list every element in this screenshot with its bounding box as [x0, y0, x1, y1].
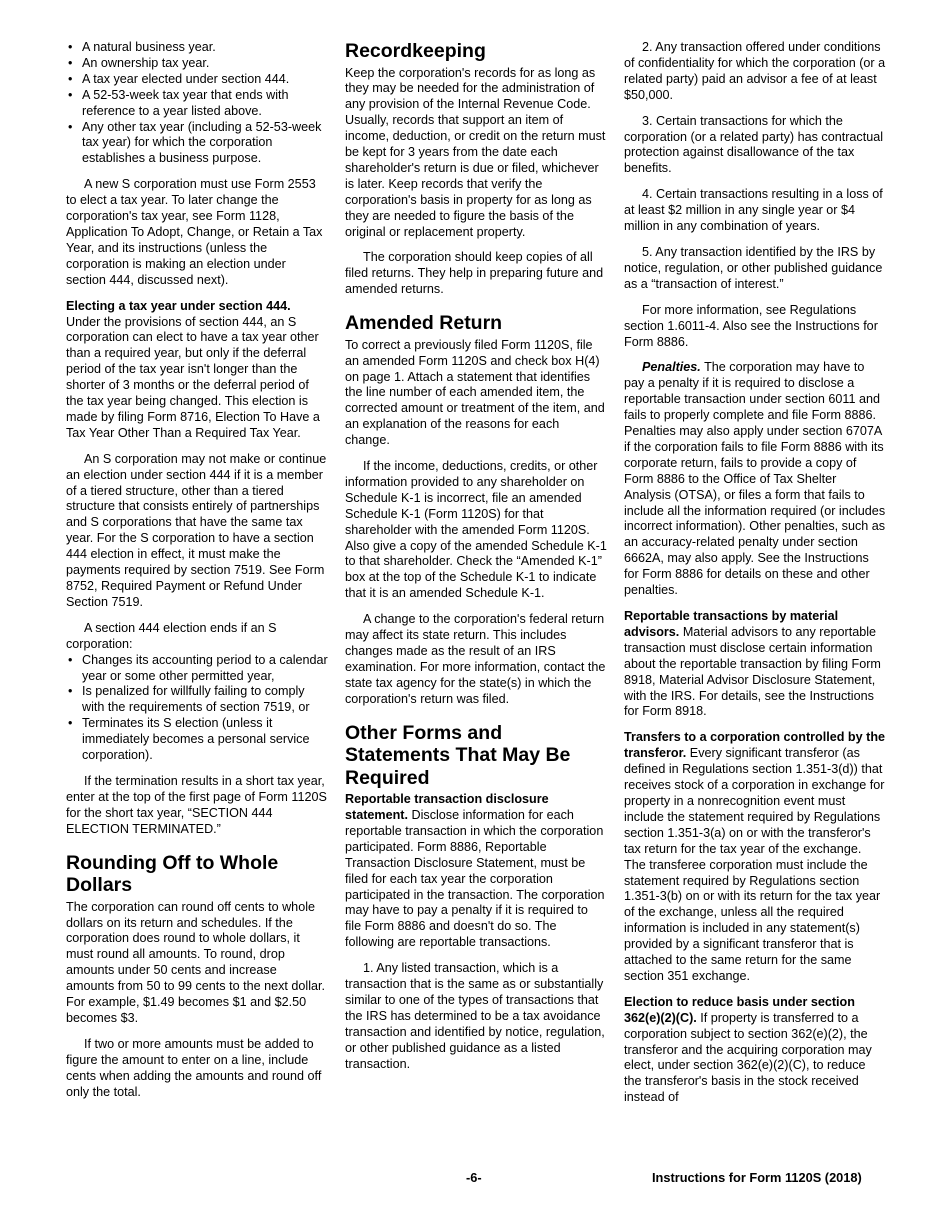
paragraph-item-3: 3. Certain transactions for which the corporation (or a related party) has contractual protection against disallowance of the tax benefits. — [624, 113, 884, 176]
list-item: • A natural business year. — [66, 40, 328, 56]
tax-year-bullets — [66, 40, 328, 167]
heading-amended-return: Amended Return — [345, 312, 503, 335]
paragraph-more-info: For more information, see Regulations section 1.6011-4. Also see the Instructions for Form 8886. — [624, 302, 878, 349]
paragraph-tiered-structure: An S corporation may not make or continue an election under section 444 if it is a member of a tiered structure, other than a tiered structure that consists entirely of partnerships and S corporations that have the same tax year. For the S corporation to have a section 444 election in effect, it must make the payments required by section 7519. See Form 8752, Required Payment or Refund Under Section 7519. — [66, 451, 327, 609]
paragraph-body: Material advisors to any reportable transaction must disclose certain information about the reportable transaction by filing Form 8918, Material Advisor Disclosure Statement, with the IRS. For details, see the Instructions for Form 8918. — [624, 624, 881, 719]
paragraph-item-5: 5. Any transaction identified by the IRS by notice, regulation, or other published guidance as a “transaction of interest.” — [624, 244, 883, 291]
run-in-heading: Reportable transactions by material advisors. — [624, 609, 839, 639]
paragraph-body: Under the provisions of section 444, an S corporation can elect to have a tax year other than a required year, but only if the deferral period of the tax year isn't longer than the shorter of 3 months or the deferral period of the tax year being changed. This election is made by filing Form 8716, Election To Have a Tax Year Other Than a Required Tax Year. — [66, 314, 320, 440]
paragraph-transfers — [624, 730, 886, 985]
paragraph-reportable-transaction — [345, 792, 607, 951]
paragraph-item-1: 1. Any listed transaction, which is a transaction that is the same as or substantially similar to one of the types of transactions that the IRS has determined to be a tax avoidance transaction and identified by notice, regulation, or other published guidance as a listed transaction. — [345, 961, 605, 1071]
paragraph-termination: If the termination results in a short tax year, enter at the top of the first page of Form 1120S for the short tax year, “SECTION 444 ELECTION TERMINATED.” — [66, 773, 327, 836]
paragraph-rounding-1: The corporation can round off cents to whole dollars on its return and schedules. If the corporation does round to whole dollars, it must round all amounts. To round, drop amounts under 50 cents and increase amounts from 50 to 99 cents to the next dollar. For example, $1.49 becomes $1 and $2.50 becomes $3. — [66, 899, 326, 1025]
paragraph-recordkeeping-1: Keep the corporation's records for as long as they may be needed for the administration of any provision of the Internal Revenue Code. Usually, records that support an item of income, deduction, or credit on the return must be kept for 3 years from the date each shareholder's return is due or filed, whichever is later. Keep records that verify the corporation's basis in property for as long as they are needed to figure the basis of the original or replacement property. — [345, 65, 606, 239]
column-3 — [624, 40, 886, 1116]
column-1 — [66, 40, 328, 1110]
list-item: • Terminates its S election (unless it immediately becomes a personal service corporation). — [66, 716, 328, 764]
paragraph-rounding-2: If two or more amounts must be added to figure the amount to enter on a line, include cents when adding the amounts and round off only the total. — [66, 1036, 322, 1099]
paragraph-item-2: 2. Any transaction offered under conditions of confidentiality for which the corporation (or a related party) paid an advisor a fee of at least $50,000. — [624, 40, 886, 102]
run-in-heading: Electing a tax year under section 444. — [66, 298, 291, 313]
run-in-heading: Penalties. — [642, 360, 701, 375]
paragraph-body: Every significant transferor (as defined in Regulations section 1.351-3(d)) that receives stock of a corporation in exchange for property in a nonrecognition event must include the statement required by Regulations section 1.351-3(a) on or with the transferor's tax return for the tax year of the exchange. The transferee corporation must include the statement required by Regulations section 1.351-3(b) on or with its return for the tax year of the exchange, unless all the required information is included in any statement(s) provided by a significant transferor that is attached to the same return for the same section 351 exchange. — [624, 746, 885, 983]
paragraph-body: The corporation may have to pay a penalty if it is required to disclose a reportable transaction under section 6011 and fails to properly complete and file Form 8886. Penalties may also apply under section 6707A if the corporation fails to file Form 8886 with its corporate return, fails to provide a copy of Form 8886 to the Office of Tax Shelter Analysis (OTSA), or files a form that fails to include all the information required (or includes incorrect information). Other penalties, such as an accuracy-related penalty under section 6662A, may also apply. See the Instructions for Form 8886 for details on these and other penalties. — [624, 360, 886, 598]
paragraph-recordkeeping-2: The corporation should keep copies of all filed returns. They help in preparing future and amended returns. — [345, 250, 604, 297]
list-item: • Any other tax year (including a 52-53-week tax year) for which the corporation establishes a business purpose. — [66, 120, 328, 168]
paragraph-new-s-corp: A new S corporation must use Form 2553 to elect a tax year. To later change the corporation's tax year, see Form 1128, Application To Adopt, Change, or Retain a Tax Year, and its instructions (unless the corporation is making an election under section 444, discussed next). — [66, 177, 323, 287]
run-in-heading: Election to reduce basis under section 362(e)(2)(C). — [624, 994, 855, 1025]
list-item: • Changes its accounting period to a calendar year or some other permitted year, — [66, 653, 328, 685]
paragraph-body: If property is transferred to a corporation subject to section 362(e)(2), the transferor and the acquiring corporation may elect, under section 362(e)(2)(C), to reduce the transferor's basis in the stock received instead of — [624, 1010, 872, 1105]
paragraph-election-ends: A section 444 election ends if an S corporation: — [66, 620, 277, 651]
footer-title: Instructions for Form 1120S (2018) — [652, 1170, 862, 1185]
run-in-heading: Transfers to a corporation controlled by the transferor. — [624, 730, 886, 761]
election-ends-bullets — [66, 653, 328, 764]
paragraph-item-4: 4. Certain transactions resulting in a loss of at least $2 million in any single year or $4 million in any combination of years. — [624, 187, 883, 234]
paragraph-body: Disclose information for each reportable transaction in which the corporation participated. Form 8886, Reportable Transaction Disclosure Statement, must be filed for each tax year the corporation participated in the transaction. The corporation may have to pay a penalty if it is required to file Form 8886 and doesn't do so. The following are reportable transactions. — [345, 808, 605, 950]
paragraph-electing-444 — [66, 299, 328, 442]
paragraph-penalties — [624, 360, 886, 599]
heading-rounding: Rounding Off to Whole Dollars — [66, 851, 279, 897]
list-item: • Is penalized for willfully failing to comply with the requirements of section 7519, or — [66, 684, 328, 716]
paragraph-election-reduce-basis — [624, 995, 886, 1106]
page-number: -6- — [466, 1170, 482, 1185]
paragraph-material-advisors — [624, 609, 886, 720]
run-in-heading: Reportable transaction disclosure statement. — [345, 792, 549, 823]
heading-other-forms: Other Forms and Statements That May Be Required — [345, 721, 571, 789]
list-item: • A tax year elected under section 444. — [66, 72, 328, 88]
heading-recordkeeping: Recordkeeping — [345, 40, 486, 62]
list-item: • An ownership tax year. — [66, 56, 328, 72]
list-item: • A 52-53-week tax year that ends with reference to a year listed above. — [66, 88, 328, 120]
paragraph-amended-3: A change to the corporation's federal return may affect its state return. This includes changes made as the result of an IRS examination. For more information, contact the state tax agency for the state(s) in which the corporation's return was filed. — [345, 612, 606, 706]
paragraph-amended-1: To correct a previously filed Form 1120S, file an amended Form 1120S and check box H(4) on page 1. Attach a statement that identifies the line number of each amended item, the corrected amount or treatment of the item, and an explanation of the reasons for each change. — [345, 337, 605, 448]
paragraph-amended-2: If the income, deductions, credits, or other information provided to any shareholder on Schedule K-1 is incorrect, file an amended Schedule K-1 (Form 1120S) for that shareholder with the amended Form 1120S. Also give a copy of the amended Schedule K-1 to that shareholder. Check the “Amended K-1” box at the top of the Schedule K-1 to indicate that it is an amended Schedule K-1. — [345, 459, 607, 601]
column-2 — [345, 40, 607, 1083]
